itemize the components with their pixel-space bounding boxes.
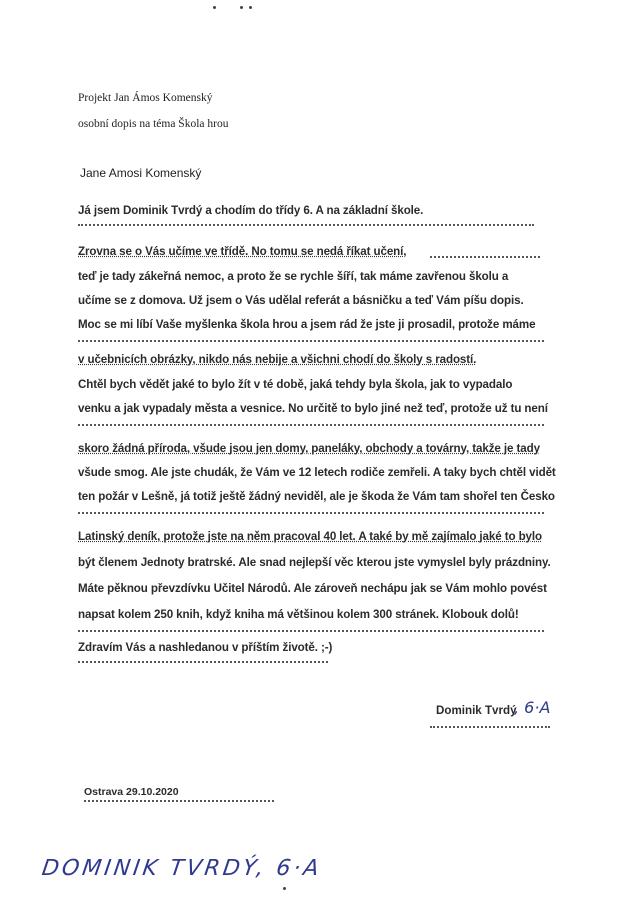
dotted-rule — [78, 512, 544, 514]
letter-line-12: Latinský deník, protože jste na něm pracoval 40 let. A také by mě zajímalo jaké to bylo — [78, 530, 543, 543]
letter-line-1: Já jsem Dominik Tvrdý a chodím do třídy 6. A na základní škole. — [78, 204, 424, 217]
dotted-rule — [78, 424, 544, 426]
signature-dotted-rule — [430, 726, 550, 728]
letter-line-15: napsat kolem 250 knih, když kniha má většinou kolem 300 stránek. Klobouk dolů! — [78, 608, 519, 621]
letter-line-7: Chtěl bych vědět jaké to bylo žít v té době, jaká tehdy byla škola, jak to vypadalo — [78, 378, 513, 391]
letter-line-16: Zdravím Vás a nashledanou v příštím životě. ;-) — [78, 641, 333, 654]
letter-line-10: všude smog. Ale jste chudák, že Vám ve 12 letech rodiče zemřeli. A taky bych chtěl vidět — [78, 466, 556, 479]
letter-date: Ostrava 29.10.2020 — [84, 786, 179, 798]
signature-class-handwritten: , 6·A — [514, 698, 551, 717]
letter-line-13: být členem Jednoty bratrské. Ale snad nejlepší věc kterou jste vymyslel byly prázdniny. — [78, 556, 551, 569]
letter-subtitle: osobní dopis na téma Škola hrou — [78, 118, 229, 130]
letter-line-3: teď je tady zákeřná nemoc, a proto že se rychle šíří, tak máme zavřenou školu a — [78, 270, 509, 283]
letter-line-5: Moc se mi líbí Vaše myšlenka škola hrou a jsem rád že jste ji prosadil, protože máme — [78, 318, 536, 331]
scan-speck — [283, 887, 286, 890]
letter-line-8: venku a jak vypadaly města a vesnice. No určitě to bylo jiné než teď, protože už tu není — [78, 402, 548, 415]
date-dotted-rule — [84, 800, 274, 802]
scan-speck — [249, 6, 252, 9]
dotted-rule — [78, 340, 544, 342]
letter-line-2: Zrovna se o Vás učíme ve třídě. No tomu se nedá říkat učení, — [78, 245, 407, 258]
dotted-rule — [430, 256, 540, 258]
handwritten-name: DOMINIK TVRDÝ, 6·A — [40, 856, 324, 881]
letter-line-4: učíme se z domova. Už jsem o Vás udělal referát a básničku a teď Vám píšu dopis. — [78, 294, 524, 307]
salutation: Jane Amosi Komenský — [80, 166, 202, 180]
letter-line-6: v učebnicích obrázky, nikdo nás nebije a všichni chodí do školy s radostí. — [78, 353, 477, 366]
dotted-rule — [78, 661, 328, 663]
scan-speck — [240, 6, 243, 9]
scan-speck — [213, 6, 216, 9]
project-title: Projekt Jan Ámos Komenský — [78, 92, 213, 104]
dotted-rule — [78, 630, 544, 632]
signature-name: Dominik Tvrdý — [436, 704, 517, 717]
letter-line-9: skoro žádná příroda, všude jsou jen domy, paneláky, obchody a továrny, takže je tady — [78, 442, 540, 455]
letter-line-14: Máte pěknou převzdívku Učitel Národů. Ale zároveň nechápu jak se Vám mohlo povést — [78, 582, 547, 595]
letter-line-11: ten požár v Lešně, já totiž ještě žádný neviděl, ale je škoda že Vám tam shořel ten Česko — [78, 490, 555, 503]
dotted-rule — [78, 224, 534, 226]
